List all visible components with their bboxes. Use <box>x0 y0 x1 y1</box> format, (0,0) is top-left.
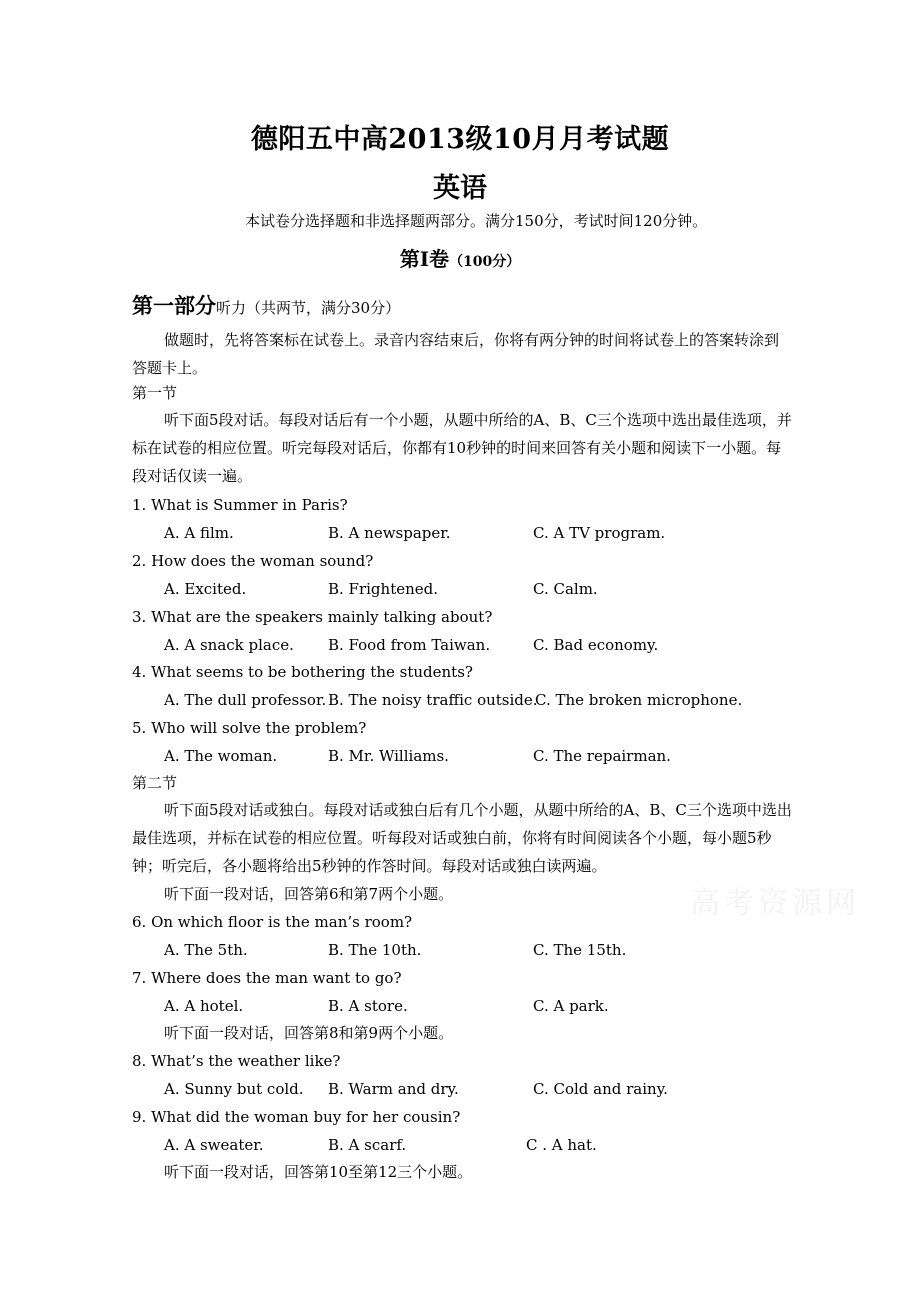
part-one-heading <box>132 290 400 320</box>
q8-option-b: B. Warm and dry. <box>328 1080 459 1098</box>
q2-option-b: B. Frightened. <box>328 580 439 598</box>
dialogue-note-1: 听下面一段对话，回答第6和第7两个小题。 <box>164 885 454 903</box>
question-2: 2. How does the woman sound? <box>132 552 374 570</box>
exam-title: 德阳五中高2013级10月月考试题 <box>250 124 670 155</box>
q1-option-b: B. A newspaper. <box>328 524 451 542</box>
question-8: 8. What’s the weather like? <box>132 1052 341 1070</box>
question-7: 7. Where does the man want to go? <box>132 969 402 987</box>
section-one-instructions: 听下面5段对话。每段对话后有一个小题，从题中所给的A、B、C三个选项中选出最佳选项，并标在试卷的相应位置。听完每段对话后，你都有10秒钟的时间来回答有关小题和阅读下一小题。每段对话仅读一遍。 <box>132 411 792 485</box>
q8-option-c: C. Cold and rainy. <box>533 1080 668 1098</box>
q6-option-c: C. The 15th. <box>533 941 627 959</box>
general-instructions: 做题时，先将答案标在试卷上。录音内容结束后，你将有两分钟的时间将试卷上的答案转涂到答题卡上。 <box>132 331 780 377</box>
q7-option-b: B. A store. <box>328 997 408 1015</box>
subject-title: 英语 <box>433 173 487 204</box>
q6-option-b: B. The 10th. <box>328 941 422 959</box>
q3-option-c: C. Bad economy. <box>533 636 659 654</box>
q3-option-b: B. Food from Taiwan. <box>328 636 491 654</box>
part-one-desc: 听力（共两节，满分30分） <box>216 299 401 317</box>
question-4: 4. What seems to be bothering the students? <box>132 663 473 681</box>
watermark-text: 高考资源网 <box>690 886 860 921</box>
section-two-label: 第二节 <box>132 774 178 792</box>
question-9: 9. What did the woman buy for her cousin? <box>132 1108 461 1126</box>
question-5: 5. Who will solve the problem? <box>132 719 367 737</box>
q4-option-b: B. The noisy traffic outside. <box>328 691 538 709</box>
q3-option-a: A. A snack place. <box>164 636 294 654</box>
q5-option-a: A. The woman. <box>164 747 278 765</box>
question-6: 6. On which floor is the man’s room? <box>132 913 413 931</box>
dialogue-note-3: 听下面一段对话，回答第10至第12三个小题。 <box>164 1163 473 1181</box>
q9-option-b: B. A scarf. <box>328 1136 407 1154</box>
section-one-label: 第一节 <box>132 384 178 402</box>
dialogue-note-2: 听下面一段对话，回答第8和第9两个小题。 <box>164 1024 454 1042</box>
section-two-instructions: 听下面5段对话或独白。每段对话或独白后有几个小题，从题中所给的A、B、C三个选项中选出最佳选项，并标在试卷的相应位置。听每段对话或独白前，你将有时间阅读各个小题，每小题5秒钟；听完后，各小题将给出5秒钟的作答时间。每段对话或独白读两遍。 <box>132 801 792 875</box>
q8-option-a: A. Sunny but cold. <box>164 1080 304 1098</box>
exam-intro: 本试卷分选择题和非选择题两部分。满分150分，考试时间120分钟。 <box>245 212 708 230</box>
q7-option-a: A. A hotel. <box>164 997 244 1015</box>
question-1: 1. What is Summer in Paris? <box>132 496 348 514</box>
volume-heading <box>0 243 920 272</box>
q1-option-a: A. A film. <box>164 524 234 542</box>
part-one-label: 第一部分 <box>132 293 216 318</box>
volume-points: （100分） <box>449 254 521 270</box>
volume-label: 第I卷 <box>399 247 450 271</box>
question-3: 3. What are the speakers mainly talking about? <box>132 608 493 626</box>
q4-option-a: A. The dull professor. <box>164 691 327 709</box>
q7-option-c: C. A park. <box>533 997 609 1015</box>
q9-option-c: C . A hat. <box>526 1136 597 1154</box>
q5-option-b: B. Mr. Williams. <box>328 747 449 765</box>
q1-option-c: C. A TV program. <box>533 524 666 542</box>
q2-option-a: A. Excited. <box>164 580 247 598</box>
q6-option-a: A. The 5th. <box>164 941 248 959</box>
q9-option-a: A. A sweater. <box>164 1136 264 1154</box>
q2-option-c: C. Calm. <box>533 580 598 598</box>
q4-option-c: C. The broken microphone. <box>535 691 743 709</box>
q5-option-c: C. The repairman. <box>533 747 671 765</box>
